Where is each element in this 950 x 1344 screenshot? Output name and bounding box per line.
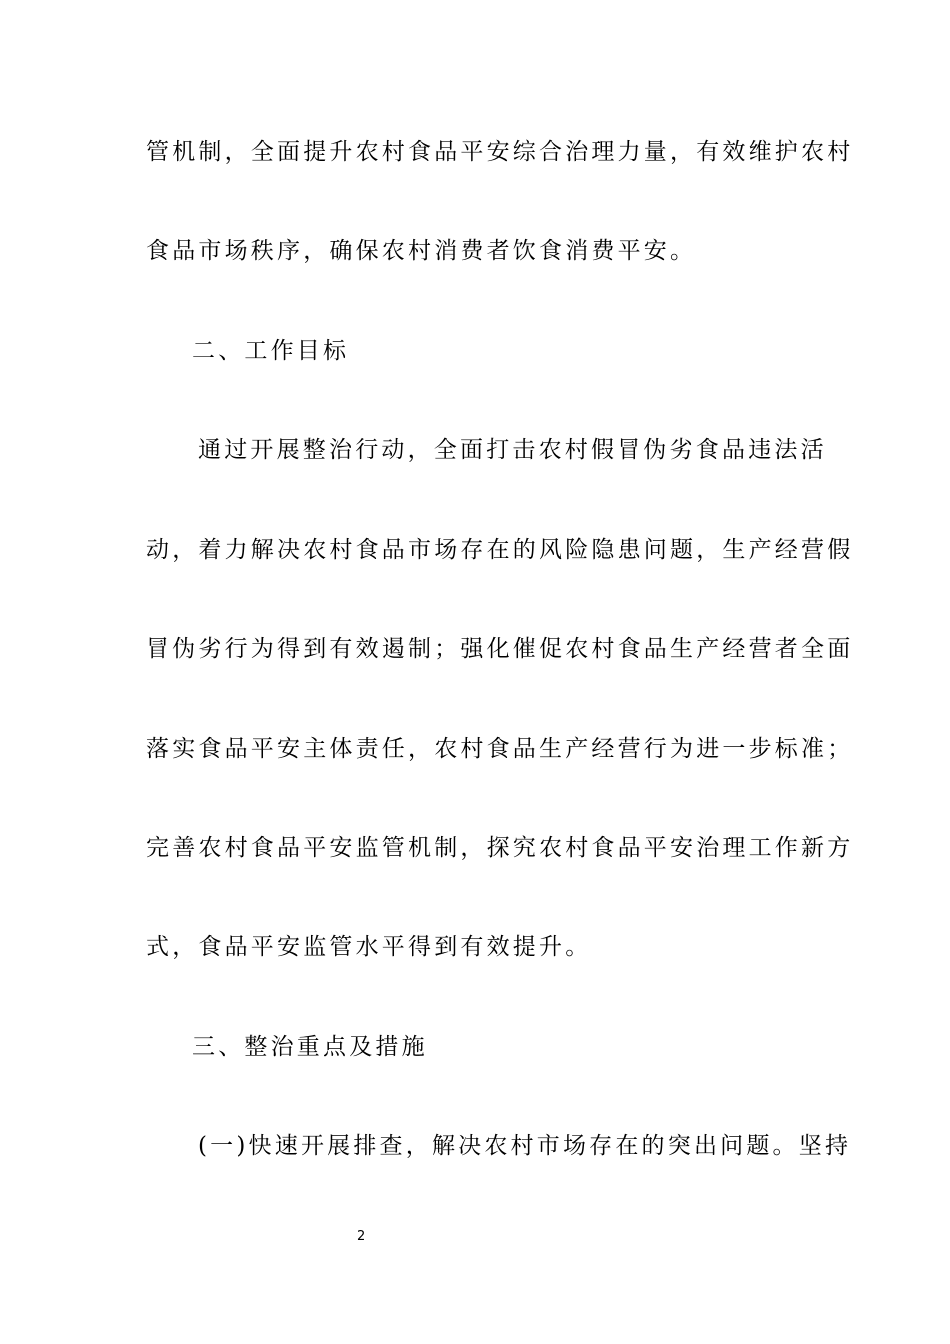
body-text-line: 动，着力解决农村食品市场存在的风险隐患问题，生产经营假 [146,537,854,563]
body-text-line: 式，食品平安监管水平得到有效提升。 [146,934,592,960]
body-text-line: 完善农村食品平安监管机制，探究农村食品平安治理工作新方 [146,835,854,861]
body-text-line: 冒伪劣行为得到有效遏制；强化催促农村食品生产经营者全面 [146,636,854,662]
body-text-line: 通过开展整治行动，全面打击农村假冒伪劣食品违法活 [198,437,827,463]
section-heading: 三、整治重点及措施 [192,1034,428,1060]
body-text-line: 管机制，全面提升农村食品平安综合治理力量，有效维护农村 [146,139,854,165]
section-heading: 二、工作目标 [192,338,350,364]
body-text-line: (一)快速开展排查，解决农村市场存在的突出问题。坚持 [198,1133,852,1159]
body-text-line: 食品市场秩序，确保农村消费者饮食消费平安。 [146,238,697,264]
page-number: 2 [357,1229,366,1244]
body-text-line: 落实食品平安主体责任，农村食品生产经营行为进一步标准； [146,736,854,762]
